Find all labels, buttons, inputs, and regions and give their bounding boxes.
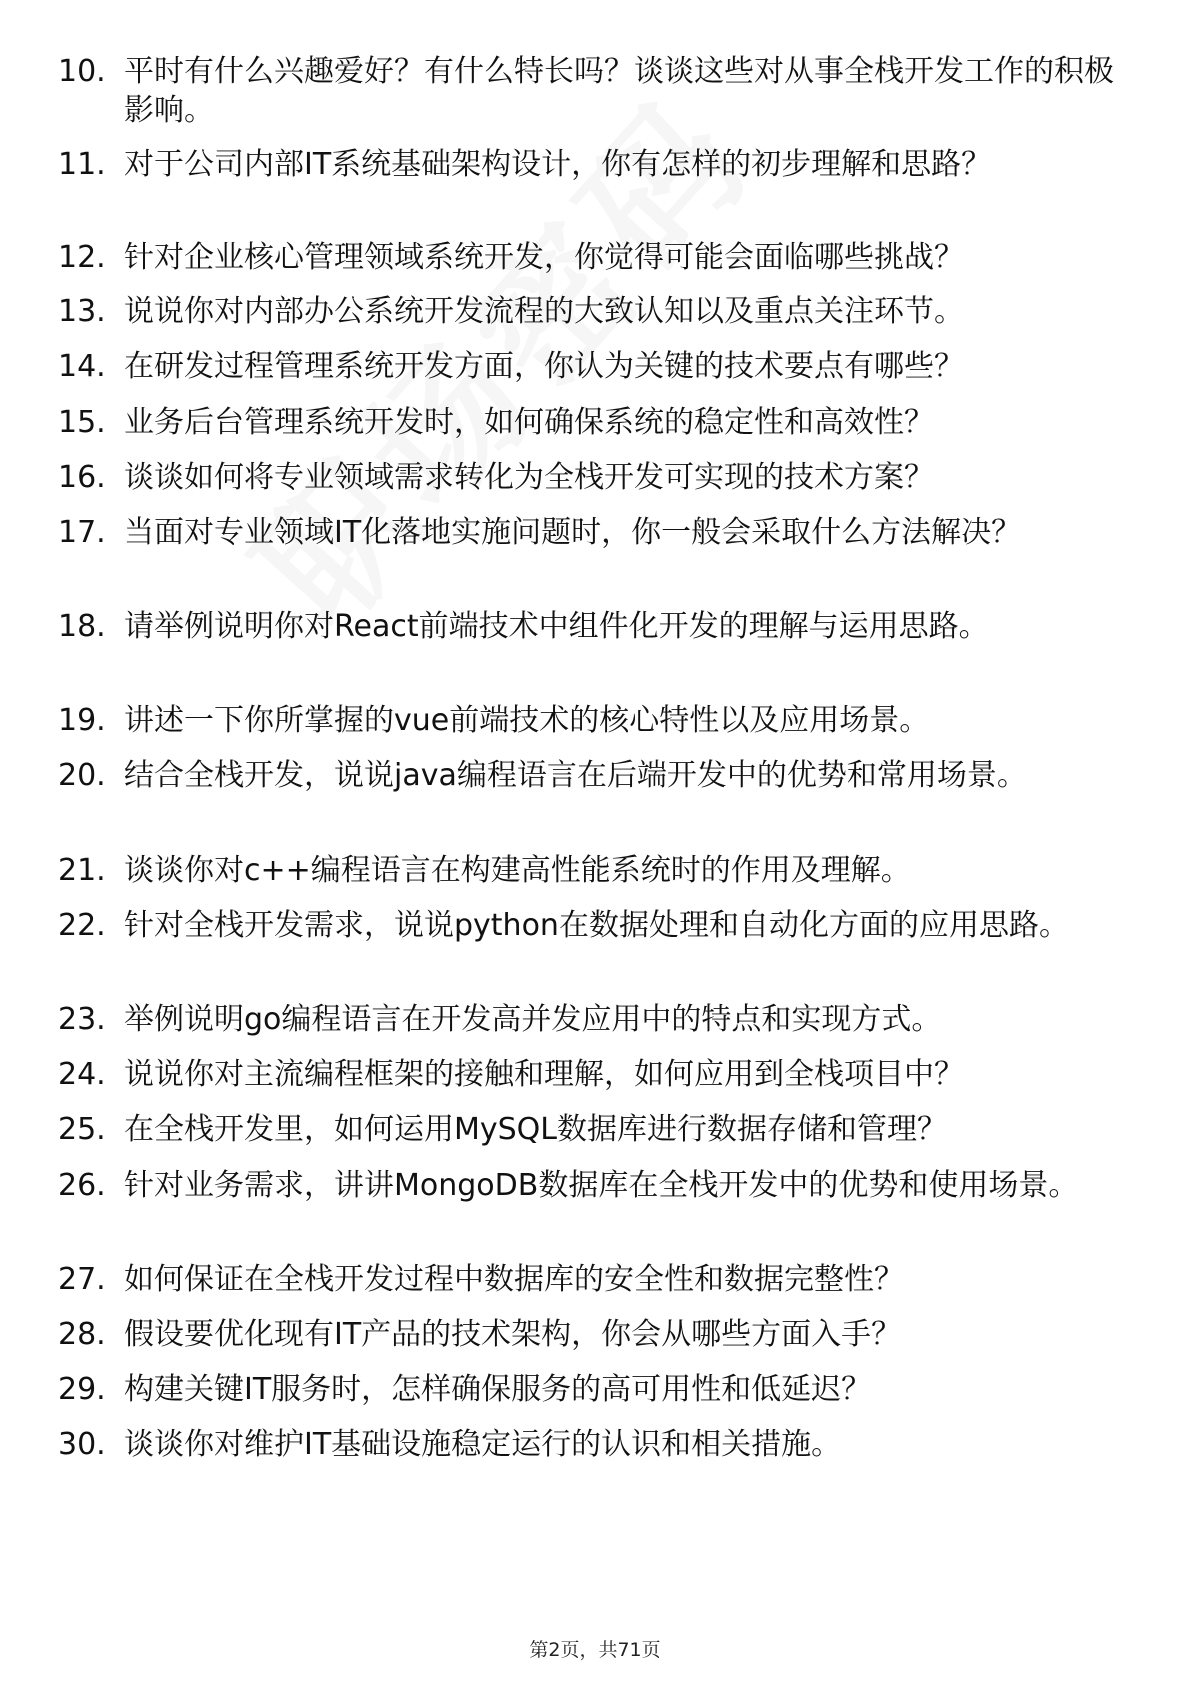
question-item — [58, 347, 1138, 386]
question-item — [58, 52, 1138, 130]
question-text: 针对企业核心管理领域系统开发，你觉得可能会面临哪些挑战？ — [124, 240, 964, 275]
question-number: 24. — [58, 1057, 106, 1092]
question-text: 谈谈你对c++编程语言在构建高性能系统时的作用及理解。 — [124, 853, 911, 888]
question-item — [58, 1000, 1138, 1039]
question-item — [58, 851, 1138, 890]
question-item — [58, 1055, 1138, 1094]
question-text: 谈谈如何将专业领域需求转化为全栈开发可实现的技术方案？ — [124, 460, 934, 495]
question-number: 17. — [58, 515, 106, 550]
question-text: 对于公司内部IT系统基础架构设计，你有怎样的初步理解和思路？ — [124, 147, 992, 182]
question-number: 20. — [58, 758, 106, 793]
question-text: 构建关键IT服务时，怎样确保服务的高可用性和低延迟？ — [124, 1372, 872, 1407]
question-text: 针对业务需求，讲讲MongoDB数据库在全栈开发中的优势和使用场景。 — [124, 1168, 1079, 1203]
question-item — [58, 513, 1138, 552]
question-text: 在研发过程管理系统开发方面，你认为关键的技术要点有哪些？ — [124, 349, 964, 384]
question-text: 当面对专业领域IT化落地实施问题时，你一般会采取什么方法解决？ — [124, 515, 1022, 550]
question-item — [58, 145, 1138, 184]
question-text: 如何保证在全栈开发过程中数据库的安全性和数据完整性？ — [124, 1262, 904, 1297]
page-footer: 第2页，共71页 — [529, 1639, 661, 1661]
question-text: 业务后台管理系统开发时，如何确保系统的稳定性和高效性？ — [124, 405, 934, 440]
question-item — [58, 458, 1138, 497]
question-number: 13. — [58, 294, 106, 329]
question-number: 21. — [58, 853, 106, 888]
question-number: 26. — [58, 1168, 106, 1203]
question-number: 27. — [58, 1262, 106, 1297]
question-number: 15. — [58, 405, 106, 440]
question-number: 30. — [58, 1427, 106, 1462]
question-text: 平时有什么兴趣爱好？有什么特长吗？谈谈这些对从事全栈开发工作的积极影响。 — [124, 54, 1114, 128]
question-item — [58, 292, 1138, 331]
question-text: 说说你对主流编程框架的接触和理解，如何应用到全栈项目中？ — [124, 1057, 964, 1092]
question-number: 10. — [58, 54, 106, 89]
question-item — [58, 701, 1138, 740]
question-text: 请举例说明你对React前端技术中组件化开发的理解与运用思路。 — [124, 609, 989, 644]
question-item — [58, 1110, 1138, 1149]
question-number: 12. — [58, 240, 106, 275]
question-text: 说说你对内部办公系统开发流程的大致认知以及重点关注环节。 — [124, 294, 964, 329]
question-item — [58, 1260, 1138, 1299]
question-item — [58, 1370, 1138, 1409]
question-item — [58, 906, 1138, 945]
question-item — [58, 756, 1138, 795]
question-text: 针对全栈开发需求，说说python在数据处理和自动化方面的应用思路。 — [124, 908, 1069, 943]
question-number: 28. — [58, 1317, 106, 1352]
question-item — [58, 1425, 1138, 1464]
question-text: 讲述一下你所掌握的vue前端技术的核心特性以及应用场景。 — [124, 703, 930, 738]
question-number: 23. — [58, 1002, 106, 1037]
question-number: 25. — [58, 1112, 106, 1147]
question-number: 11. — [58, 147, 106, 182]
question-number: 22. — [58, 908, 106, 943]
question-number: 18. — [58, 609, 106, 644]
question-number: 16. — [58, 460, 106, 495]
question-text: 假设要优化现有IT产品的技术架构，你会从哪些方面入手？ — [124, 1317, 902, 1352]
question-text: 结合全栈开发，说说java编程语言在后端开发中的优势和常用场景。 — [124, 758, 1027, 793]
question-text: 谈谈你对维护IT基础设施稳定运行的认识和相关措施。 — [124, 1427, 842, 1462]
question-item — [58, 238, 1138, 277]
question-number: 29. — [58, 1372, 106, 1407]
question-item — [58, 1315, 1138, 1354]
question-text: 举例说明go编程语言在开发高并发应用中的特点和实现方式。 — [124, 1002, 942, 1037]
question-item — [58, 403, 1138, 442]
question-text: 在全栈开发里，如何运用MySQL数据库进行数据存储和管理？ — [124, 1112, 948, 1147]
question-number: 14. — [58, 349, 106, 384]
question-number: 19. — [58, 703, 106, 738]
question-item — [58, 607, 1138, 646]
question-item — [58, 1166, 1138, 1205]
